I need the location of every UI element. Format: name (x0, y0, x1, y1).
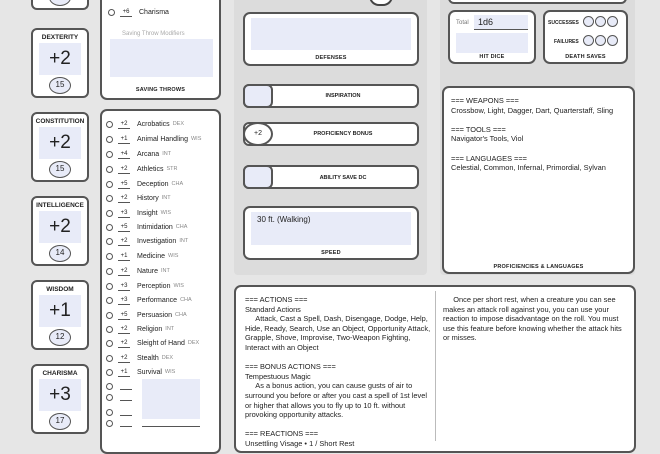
skill-modifier: +5 (118, 311, 130, 320)
skill-name: History (137, 195, 159, 202)
defenses-title: DEFENSES (315, 55, 347, 61)
skill-modifier: +1 (118, 252, 130, 261)
hit-dice-total-field[interactable]: 1d6 (474, 15, 528, 30)
skill-name: Deception (137, 181, 169, 188)
skill-row-history[interactable] (106, 193, 171, 204)
actions-divider (435, 291, 436, 441)
skill-row-medicine[interactable] (106, 251, 178, 262)
death-saves-failures-row (583, 35, 618, 46)
proficiency-circle[interactable] (108, 9, 115, 16)
dexterity-label: DEXTERITY (41, 34, 79, 41)
skill-row-animal-handling[interactable] (106, 134, 201, 145)
skill-ability: DEX (172, 121, 184, 127)
actions-panel (234, 285, 636, 453)
skill-ability: INT (161, 268, 170, 274)
skill-name: Animal Handling (137, 136, 188, 143)
dexterity-modifier[interactable]: +2 (39, 43, 81, 75)
saving-throw-name: Charisma (139, 9, 169, 16)
proficiency-circle[interactable] (106, 340, 113, 347)
failure-circle[interactable] (607, 35, 618, 46)
skill-row-sleight-of-hand[interactable] (106, 338, 199, 349)
skill-ability: INT (161, 195, 171, 201)
proficiencies-title: PROFICIENCIES & LANGUAGES (493, 264, 584, 270)
proficiency-circle[interactable] (106, 181, 113, 188)
proficiency-circle[interactable] (106, 409, 113, 416)
skill-modifier: +2 (118, 165, 130, 174)
ability-charisma (31, 364, 89, 434)
hit-dice-title: HIT DICE (479, 54, 505, 60)
skill-ability: DEX (161, 355, 174, 361)
intelligence-modifier[interactable]: +2 (39, 211, 81, 243)
skill-name: Acrobatics (137, 121, 170, 128)
failure-circle[interactable] (595, 35, 606, 46)
dexterity-score[interactable]: 15 (49, 77, 71, 94)
skill-modifier: +1 (118, 135, 130, 144)
skill-row-intimidation[interactable] (106, 222, 187, 233)
skill-row-persuasion[interactable] (106, 310, 187, 321)
death-saves-successes-row (583, 16, 618, 27)
proficiency-circle[interactable] (106, 166, 113, 173)
proficiency-circle[interactable] (106, 136, 113, 143)
skill-name: Nature (137, 268, 159, 275)
saving-throw-modifier: +6 (120, 8, 132, 17)
custom-skill-row[interactable] (106, 418, 118, 429)
skill-ability: WIS (160, 210, 172, 216)
skill-name: Insight (137, 210, 158, 217)
skill-row-religion[interactable] (106, 324, 174, 335)
skill-ability: CHA (180, 297, 192, 303)
skill-modifier: +5 (118, 180, 130, 189)
skill-row-performance[interactable] (106, 295, 192, 306)
actions-left-text[interactable]: === ACTIONS === Standard Actions Attack, Cast a Spell, Dash, Disengage, Dodge, Help, Hide, Ready, Search, Use an Object, Opportunity Attack, Grapple, Shove, Improvise, Two-Weapon Fighting, Interact with an Object === BONUS ACTIONS === Tempestuous Magic As a bonus action, you can cause gusts of air to surround you before or after you cast a spell of 1st level or higher that allows you to fly up to 10 ft. without provoking opportunity attacks. === REACTIONS === Unsettling Visage • 1 / Short Rest (245, 295, 431, 448)
skill-modifier: +3 (118, 282, 130, 291)
proficiency-circle[interactable] (106, 394, 113, 401)
proficiency-circle[interactable] (106, 383, 113, 390)
skill-name: Stealth (137, 355, 159, 362)
skill-name: Intimidation (137, 224, 173, 231)
death-saves-panel (543, 10, 628, 64)
ability-wisdom (31, 280, 89, 350)
saving-throw-modifiers-field[interactable] (110, 39, 213, 77)
proficiencies-text[interactable]: === WEAPONS === Crossbow, Light, Dagger, Dart, Quarterstaff, Sling === TOOLS === Navigator's Tools, Viol === LANGUAGES === Celestial, Common, Infernal, Primordial, Sylvan (451, 96, 614, 173)
inspiration-title: INSPIRATION (325, 93, 361, 99)
charisma-score[interactable]: 17 (49, 413, 71, 430)
skill-ability: INT (162, 151, 172, 157)
skill-row-stealth[interactable] (106, 353, 173, 364)
proficiency-circle[interactable] (106, 268, 113, 275)
hit-dice-current-field[interactable] (456, 33, 528, 53)
custom-skill-row[interactable] (106, 381, 118, 392)
skill-name: Perception (137, 283, 171, 290)
skill-name: Survival (137, 369, 162, 376)
success-circle[interactable] (595, 16, 606, 27)
constitution-label: CONSTITUTION (35, 118, 85, 125)
skill-ability: CHA (171, 181, 184, 187)
skill-name: Religion (137, 326, 163, 333)
inspiration-bar[interactable] (243, 84, 419, 108)
skill-row-deception[interactable] (106, 179, 183, 190)
proficiency-bonus-bar (243, 122, 419, 146)
skill-modifier: +2 (118, 237, 130, 246)
skill-ability: CHA (175, 224, 188, 230)
proficiencies-panel (442, 86, 635, 274)
saving-throws-panel (100, 0, 221, 100)
skill-name: Investigation (137, 238, 177, 245)
proficiency-circle[interactable] (106, 195, 113, 202)
proficiency-circle[interactable] (106, 283, 113, 290)
skill-modifier: +3 (118, 209, 130, 218)
skill-row-athletics[interactable] (106, 164, 177, 175)
skill-modifier: +4 (118, 150, 130, 159)
speed-panel (243, 206, 419, 260)
hp-panel-bottom (448, 0, 627, 4)
defenses-field[interactable] (251, 18, 411, 50)
wisdom-label: WISDOM (46, 286, 74, 293)
failure-circle[interactable] (583, 35, 594, 46)
death-saves-successes-label: SUCCESSES (548, 20, 579, 26)
death-saves-title: DEATH SAVES (565, 54, 606, 60)
skill-row-nature[interactable] (106, 266, 170, 277)
skill-row-acrobatics[interactable] (106, 119, 184, 130)
skill-row-survival[interactable] (106, 367, 175, 378)
intelligence-label: INTELLIGENCE (36, 202, 84, 209)
saving-throw-modifiers-label: Saving Throw Modifiers (122, 31, 185, 37)
proficiency-bonus-title: PROFICIENCY BONUS (313, 131, 373, 137)
charisma-modifier[interactable]: +3 (39, 379, 81, 411)
ability-constitution (31, 112, 89, 182)
skill-modifier: +2 (118, 354, 130, 363)
skill-row-perception[interactable] (106, 281, 184, 292)
skill-ability: INT (165, 326, 175, 332)
proficiency-circle[interactable] (106, 355, 113, 362)
proficiency-circle[interactable] (106, 224, 113, 231)
speed-title: SPEED (321, 250, 341, 256)
hit-dice-total-label: Total (456, 20, 469, 26)
success-circle[interactable] (607, 16, 618, 27)
custom-skill-row[interactable] (106, 407, 118, 418)
custom-skill-row[interactable] (106, 392, 118, 403)
hit-dice-panel (448, 10, 536, 64)
strength-score[interactable] (49, 0, 71, 6)
death-saves-failures-label: FAILURES (554, 39, 579, 45)
skill-ability: WIS (190, 136, 202, 142)
skill-modifier: +2 (118, 339, 130, 348)
skill-modifier: +5 (118, 223, 130, 232)
skill-ability: STR (166, 166, 178, 172)
skill-ability: CHA (175, 312, 187, 318)
skill-row-insight[interactable] (106, 208, 171, 219)
proficiency-circle[interactable] (106, 151, 113, 158)
ability-intelligence (31, 196, 89, 266)
skill-modifier: +3 (118, 296, 130, 305)
skill-ability: WIS (173, 283, 184, 289)
proficiency-bonus-value[interactable]: +2 (243, 122, 273, 146)
defenses-panel (243, 12, 419, 66)
ability-strength (31, 0, 89, 10)
proficiency-circle[interactable] (106, 420, 113, 427)
saving-throws-title: SAVING THROWS (135, 87, 186, 93)
proficiency-circle[interactable] (106, 238, 113, 245)
constitution-score[interactable]: 15 (49, 161, 71, 178)
skill-name: Medicine (137, 253, 166, 260)
success-circle[interactable] (583, 16, 594, 27)
proficiency-circle[interactable] (106, 369, 113, 376)
proficiency-circle[interactable] (106, 297, 113, 304)
wisdom-score[interactable]: 12 (49, 329, 71, 346)
skill-name: Persuasion (137, 312, 173, 319)
skill-name: Athletics (137, 166, 164, 173)
actions-right-text[interactable]: Once per short rest, when a creature you can see makes an attack roll against you, you can use your reaction to impose disadvantage on the roll. You must use this feature before knowing whether the attack hits or misses. (443, 295, 624, 343)
skills-notes-field[interactable] (142, 379, 200, 419)
skill-row-arcana[interactable] (106, 149, 171, 160)
skill-modifier: +2 (118, 325, 130, 334)
skill-name: Sleight of Hand (137, 340, 185, 347)
skill-row-investigation[interactable] (106, 236, 188, 247)
skill-ability: WIS (164, 369, 176, 375)
intelligence-score[interactable]: 14 (49, 245, 71, 262)
skill-modifier: +2 (118, 120, 130, 129)
proficiency-circle[interactable] (106, 312, 113, 319)
skill-modifier: +2 (118, 194, 130, 203)
proficiency-circle[interactable] (106, 253, 113, 260)
saving-throw-charisma[interactable] (108, 8, 169, 17)
skill-modifier: +2 (118, 267, 130, 276)
ability-save-dc-bar (243, 165, 419, 189)
skill-modifier: +1 (118, 368, 130, 377)
skill-name: Arcana (137, 151, 160, 158)
constitution-modifier[interactable]: +2 (39, 127, 81, 159)
skill-ability: WIS (168, 253, 179, 259)
ability-save-dc-title: ABILITY SAVE DC (319, 175, 367, 181)
proficiency-circle[interactable] (106, 210, 113, 217)
skill-name: Performance (137, 297, 178, 304)
proficiency-circle[interactable] (106, 121, 113, 128)
ability-dexterity (31, 28, 89, 98)
proficiency-circle[interactable] (106, 326, 113, 333)
speed-field[interactable]: 30 ft. (Walking) (251, 212, 411, 245)
skill-ability: INT (179, 238, 189, 244)
wisdom-modifier[interactable]: +1 (39, 295, 81, 327)
skill-ability: DEX (187, 340, 200, 346)
charisma-label: CHARISMA (42, 370, 78, 377)
